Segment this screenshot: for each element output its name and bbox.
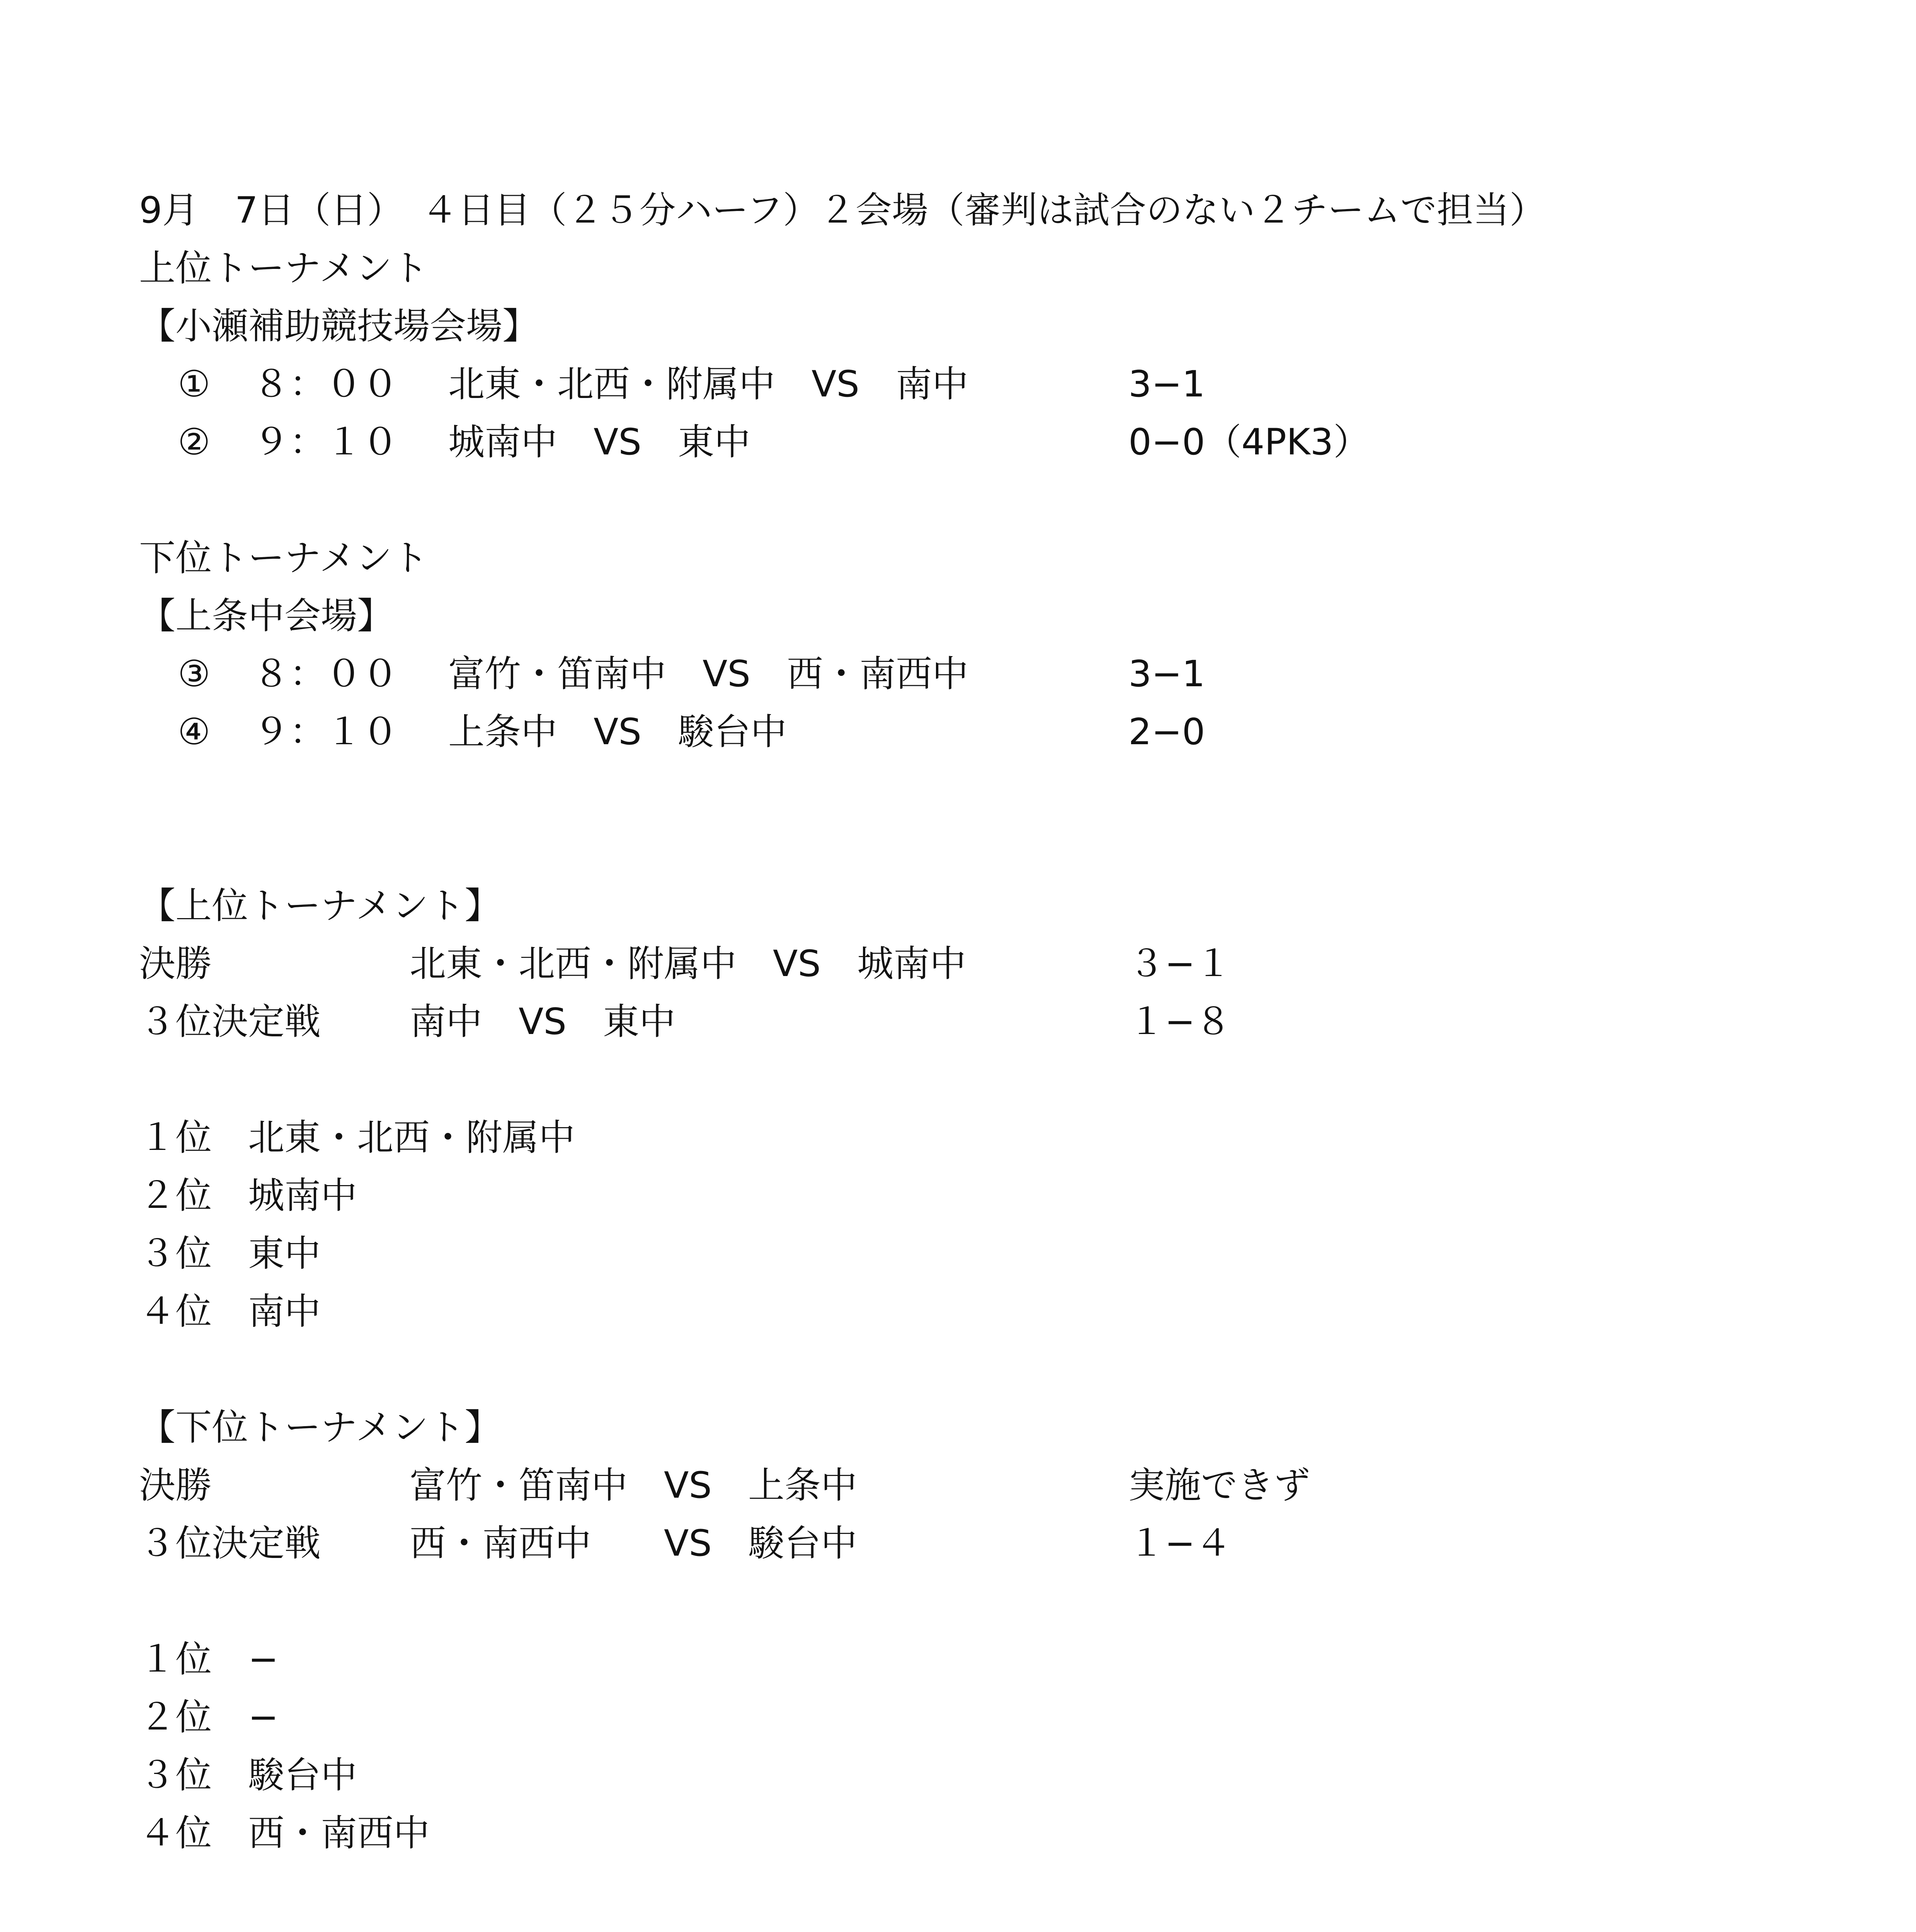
- ranking-item: [139, 1638, 279, 1681]
- rank-team: 北東・北西・附属中: [248, 1117, 575, 1159]
- match-teams: 北東・北西・附属中 VS 南中: [448, 363, 968, 405]
- rank-label: ２位: [139, 1696, 212, 1738]
- final-score: ３−１: [1128, 943, 1232, 985]
- rank-team: 南中: [248, 1291, 321, 1333]
- rank-team: 東中: [248, 1233, 321, 1275]
- match-time: ９：１０: [253, 711, 399, 753]
- match-score: 3−1: [1128, 653, 1205, 695]
- match-number: ①: [178, 363, 211, 405]
- match-score: 0−0（4PK3）: [1128, 421, 1370, 463]
- ranking-item: [139, 1696, 279, 1739]
- lower-results-heading: 【下位トーナメント】: [139, 1406, 501, 1449]
- third-place-teams: 南中 VS 東中: [410, 1001, 676, 1043]
- rank-label: ３位: [139, 1233, 212, 1275]
- rank-team: 城南中: [248, 1175, 357, 1217]
- final-label: 決勝: [139, 943, 212, 985]
- final-label: 決勝: [139, 1464, 212, 1507]
- rank-team: −: [248, 1638, 279, 1680]
- rank-label: ２位: [139, 1175, 212, 1217]
- ranking-item: [139, 1754, 357, 1797]
- lower-venue-name: 【上条中会場】: [139, 595, 394, 637]
- third-place-score: １−８: [1128, 1001, 1232, 1043]
- rank-label: ４位: [139, 1812, 212, 1854]
- upper-tournament-title: 上位トーナメント: [139, 247, 429, 289]
- third-place-label: ３位決定戦: [139, 1001, 321, 1043]
- rank-team: −: [248, 1696, 279, 1738]
- third-place-label: ３位決定戦: [139, 1522, 321, 1565]
- final-teams: 北東・北西・附属中 VS 城南中: [410, 943, 966, 985]
- rank-team: 西・南西中: [248, 1812, 430, 1854]
- match-number: ②: [178, 421, 211, 463]
- match-time: ８：００: [253, 653, 399, 695]
- match-time: ９：１０: [253, 421, 399, 463]
- ranking-item: [139, 1812, 430, 1855]
- match-number: ③: [178, 653, 211, 695]
- rank-team: 駿台中: [248, 1754, 357, 1796]
- match-score: 2−0: [1128, 711, 1205, 753]
- rank-label: ４位: [139, 1291, 212, 1333]
- match-time: ８：００: [253, 363, 399, 405]
- rank-label: １位: [139, 1117, 212, 1159]
- match-teams: 城南中 VS 東中: [448, 421, 750, 463]
- final-score: 実施できず: [1128, 1464, 1310, 1507]
- final-teams: 富竹・笛南中 VS 上条中: [410, 1464, 857, 1507]
- ranking-item: [139, 1117, 575, 1159]
- third-place-score: １−４: [1128, 1522, 1232, 1565]
- ranking-item: [139, 1175, 357, 1217]
- upper-venue-name: 【小瀬補助競技場会場】: [139, 305, 539, 347]
- rank-label: ３位: [139, 1754, 212, 1796]
- schedule-date-line: 9月 7日（日） ４日目（２５分ハーフ）２会場（審判は試合のない２チームで担当）: [139, 189, 1546, 231]
- ranking-item: [139, 1233, 321, 1275]
- match-teams: 富竹・笛南中 VS 西・南西中: [448, 653, 968, 695]
- third-place-teams: 西・南西中 VS 駿台中: [410, 1522, 857, 1565]
- rank-label: １位: [139, 1638, 212, 1680]
- match-number: ④: [178, 711, 211, 753]
- match-teams: 上条中 VS 駿台中: [448, 711, 787, 753]
- lower-tournament-title: 下位トーナメント: [139, 537, 429, 579]
- upper-results-heading: 【上位トーナメント】: [139, 885, 501, 927]
- ranking-item: [139, 1291, 321, 1333]
- match-score: 3−1: [1128, 363, 1205, 405]
